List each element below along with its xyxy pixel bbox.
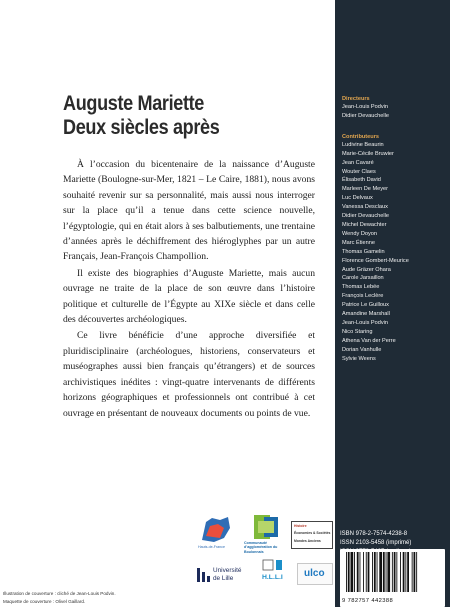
communaute-logo bbox=[244, 513, 289, 558]
barcode-digits: 9 782757 442388 bbox=[342, 598, 394, 604]
barcode-bar bbox=[363, 552, 364, 592]
barcode-bar bbox=[392, 552, 393, 592]
contributors-list bbox=[342, 141, 447, 364]
barcode-bar bbox=[383, 552, 385, 592]
title-line-1: Auguste Mariette bbox=[63, 92, 205, 115]
ulco-logo bbox=[297, 563, 333, 585]
barcode-bar bbox=[403, 552, 405, 592]
directors-heading: Directeurs bbox=[342, 96, 370, 102]
barcode-bar bbox=[407, 552, 409, 592]
contributors-name: Nico Staring bbox=[342, 328, 373, 335]
contributors-name: Vanessa Desclaux bbox=[342, 204, 388, 211]
barcode-bar bbox=[405, 552, 406, 592]
barcode-bar bbox=[366, 552, 367, 592]
blurb-paragraph-3: Ce livre bénéficie d’une approche diversifiée et pluridisciplinaire (archéologues, historiens, conservateurs et muséographes aussi bien français qu’étrangers) et de sources archivistiques inédites : vingt-quatre intervenants de différents horizons géographiques et professionnels ont contribué à cet ouvrage en présentant de nouveaux documents ou points de vue. bbox=[63, 330, 315, 419]
barcode-bar bbox=[396, 552, 397, 592]
barcode-bar bbox=[351, 552, 354, 592]
barcode-bar bbox=[377, 552, 378, 592]
contributors-name: Didier Devauchelle bbox=[342, 213, 389, 220]
blurb bbox=[63, 157, 315, 422]
directors-name: Didier Devauchelle bbox=[342, 112, 389, 119]
contributors-name: Wendy Doyon bbox=[342, 230, 378, 237]
region-logo bbox=[198, 514, 232, 554]
barcode-bar bbox=[368, 552, 370, 592]
contributors-name: Jean-Louis Podvin bbox=[342, 319, 389, 326]
barcode bbox=[340, 549, 445, 607]
barcode-bar bbox=[412, 552, 413, 592]
barcode-bars bbox=[340, 552, 445, 600]
cover-credits bbox=[3, 590, 116, 606]
contributors-name: Marleen De Meyer bbox=[342, 186, 389, 193]
blurb-paragraph-1: À l’occasion du bicentenaire de la naissance d’Auguste Mariette (Boulogne-sur-Mer, 1821 – Le Caire, 1881), nous avons souhaité revenir sur sa personnalité, mais aussi nous interroger sur la place qu’il a tenue dans cette science nouvelle, l’égyptologie, qui en était alors à ses balbutiements, une trentaine d’années après le déchiffrement des hiéroglyphes par un autre Français, Jean-François Champollion. bbox=[63, 159, 315, 263]
barcode-bar bbox=[387, 552, 390, 592]
barcode-bar bbox=[416, 552, 417, 592]
histoire-logo-line-2: Économies & Sociétés bbox=[294, 531, 331, 535]
barcode-bar bbox=[357, 552, 359, 592]
barcode-bar bbox=[348, 552, 350, 592]
barcode-bar bbox=[394, 552, 396, 592]
barcode-bar bbox=[374, 552, 376, 592]
barcode-bar bbox=[372, 552, 373, 592]
histoire-logo-line-3: Mondes Anciens bbox=[294, 539, 321, 543]
contributors-name: Carole Jarsaillon bbox=[342, 275, 384, 282]
contributors-name: Michel Dewachter bbox=[342, 221, 387, 228]
contributors-name: Patrice Le Guilloux bbox=[342, 302, 389, 309]
contributors-heading: Contributeurs bbox=[342, 133, 379, 140]
contributors-panel bbox=[335, 0, 450, 607]
contributors-name: Thomas Gamelin bbox=[342, 248, 385, 255]
ulco-logo-text: ulco bbox=[304, 568, 325, 579]
cover-illustration-credit: Illustration de couverture : cliché de Jean-Louis Podvin. bbox=[3, 591, 116, 596]
barcode-bar bbox=[346, 552, 347, 592]
universite-lille-logo bbox=[195, 565, 255, 585]
universite-lille-line-1: Université bbox=[213, 567, 242, 574]
histoire-logo bbox=[291, 521, 333, 549]
contributors-name: Florence Gombert-Meurice bbox=[342, 257, 409, 264]
directors-name: Jean-Louis Podvin bbox=[342, 104, 389, 110]
contributors-name: Athena Van der Perre bbox=[342, 337, 396, 344]
blurb-paragraph-2: Il existe des biographies d’Auguste Mariette, mais aucun ouvrage ne traite de la place de son œuvre dans l’histoire politique et culturelle de l’Égypte au XIXe siècle et dans celle des découvertes archéologiques. bbox=[63, 267, 315, 326]
region-logo-icon bbox=[198, 514, 232, 546]
isbn: ISBN 978-2-7574-4238-8 bbox=[340, 531, 408, 537]
communaute-logo-text: Communauté d’agglomération du Boulonnais bbox=[244, 541, 278, 554]
histoire-logo-line-1: Histoire bbox=[294, 524, 307, 528]
communaute-logo-icon bbox=[244, 513, 289, 541]
contributors-name: Wouter Claes bbox=[342, 168, 376, 175]
contributors-name: Thomas Lebée bbox=[342, 284, 380, 291]
book-title bbox=[63, 92, 287, 140]
contributors-name: Marc Étienne bbox=[342, 239, 375, 246]
contributors-name: François Leclère bbox=[342, 293, 384, 300]
hlli-logo bbox=[262, 558, 292, 586]
issn-print: ISSN 2103-5458 (imprimé) bbox=[340, 540, 412, 546]
contributors-name: Amandine Marshall bbox=[342, 311, 390, 318]
barcode-bar bbox=[379, 552, 382, 592]
barcode-bar bbox=[386, 552, 387, 592]
universite-lille-icon bbox=[195, 566, 211, 584]
contributors-name: Luc Delvaux bbox=[342, 195, 373, 202]
contributors-name: Dorian Vanhulle bbox=[342, 346, 382, 353]
contributors-name: Élisabeth David bbox=[342, 177, 381, 184]
hlli-logo-text: H.L.L.I bbox=[262, 574, 283, 581]
universite-lille-line-2: de Lille bbox=[213, 575, 234, 582]
contributors-name: Marie-Cécile Bruwier bbox=[342, 150, 394, 157]
barcode-bar bbox=[414, 552, 416, 592]
region-logo-text: Hauts-de-France bbox=[198, 545, 225, 549]
barcode-bar bbox=[400, 552, 401, 592]
title-line-2: Deux siècles après bbox=[63, 116, 220, 139]
cover-layout-credit: Maquette de couverture : Olivel Gaillard. bbox=[3, 599, 86, 604]
contributors-name: Aude Gräzer Ohara bbox=[342, 266, 391, 273]
barcode-bar bbox=[354, 552, 355, 592]
contributors-name: Sylvie Weens bbox=[342, 355, 376, 362]
hlli-logo-icon bbox=[262, 558, 292, 572]
contributors-name: Ludivine Beaurin bbox=[342, 141, 384, 148]
contributors-name: Jean Cavaré bbox=[342, 159, 374, 166]
directors-list bbox=[342, 103, 447, 121]
barcode-bar bbox=[360, 552, 361, 592]
